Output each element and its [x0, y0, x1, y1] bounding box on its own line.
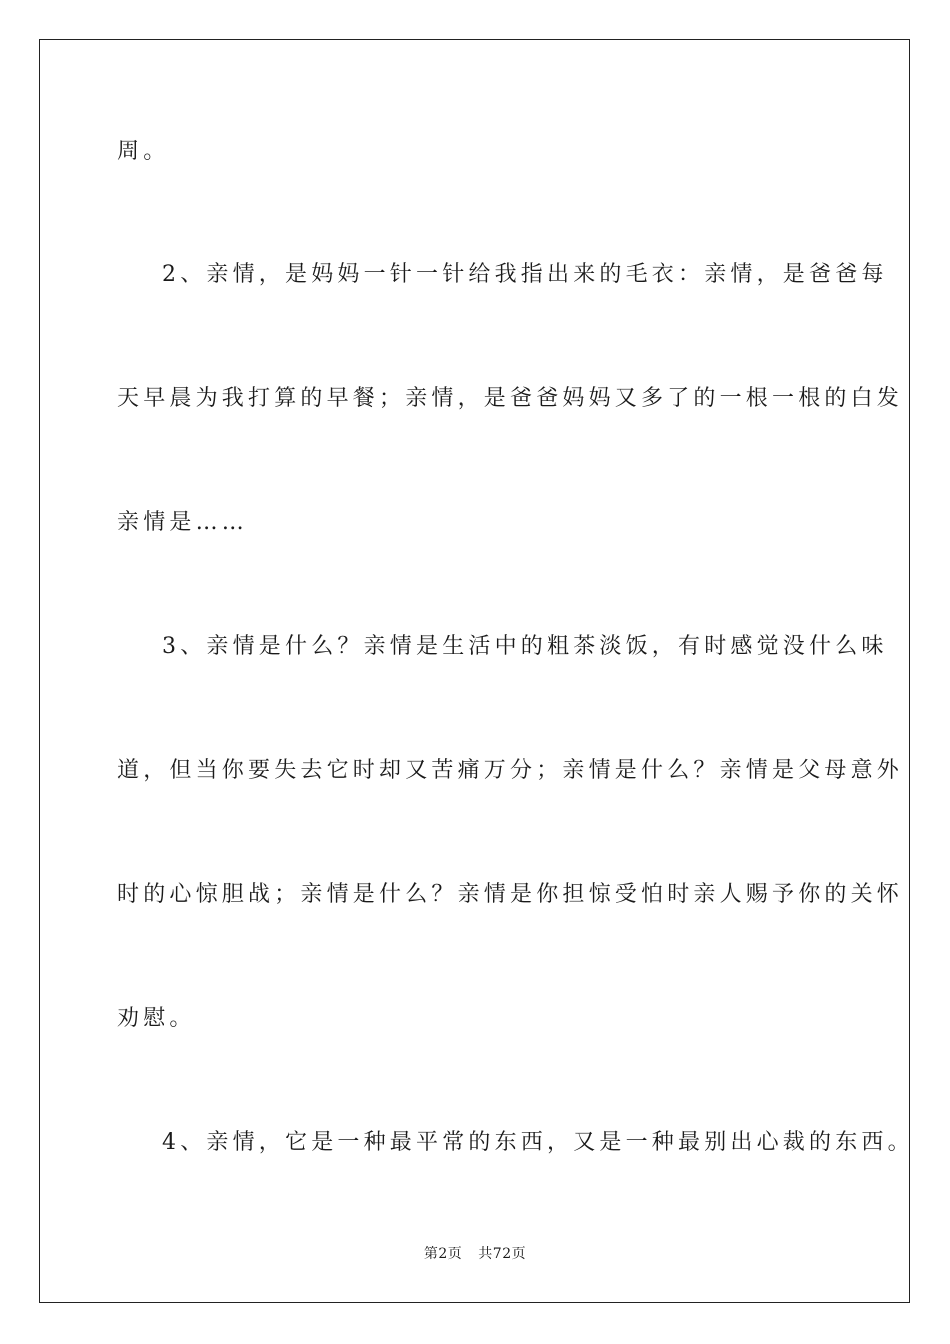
total-page-count: 共72页 — [478, 1246, 527, 1262]
text-line-8: 劝慰。 — [117, 1006, 196, 1031]
text-line-6: 道，但当你要失去它时却又苦痛万分；亲情是什么？亲情是父母意外 — [117, 758, 904, 783]
text-line-1: 周。 — [117, 139, 170, 164]
text-line-7: 时的心惊胆战；亲情是什么？亲情是你担惊受怕时亲人赐予你的关怀 — [117, 882, 904, 907]
text-line-9: 4、亲情，它是一种最平常的东西，又是一种最别出心裁的东西。 — [162, 1130, 914, 1155]
page-frame — [39, 39, 910, 1303]
text-line-2: 2、亲情，是妈妈一针一针给我指出来的毛衣：亲情，是爸爸每 — [162, 262, 888, 287]
text-line-5: 3、亲情是什么？亲情是生活中的粗茶淡饭，有时感觉没什么味 — [162, 634, 888, 659]
text-line-3: 天早晨为我打算的早餐；亲情，是爸爸妈妈又多了的一根一根的白发 — [117, 386, 904, 411]
current-page-number: 第2页 — [423, 1246, 463, 1262]
page-footer — [0, 1245, 950, 1263]
text-line-4: 亲情是…… — [117, 510, 249, 535]
